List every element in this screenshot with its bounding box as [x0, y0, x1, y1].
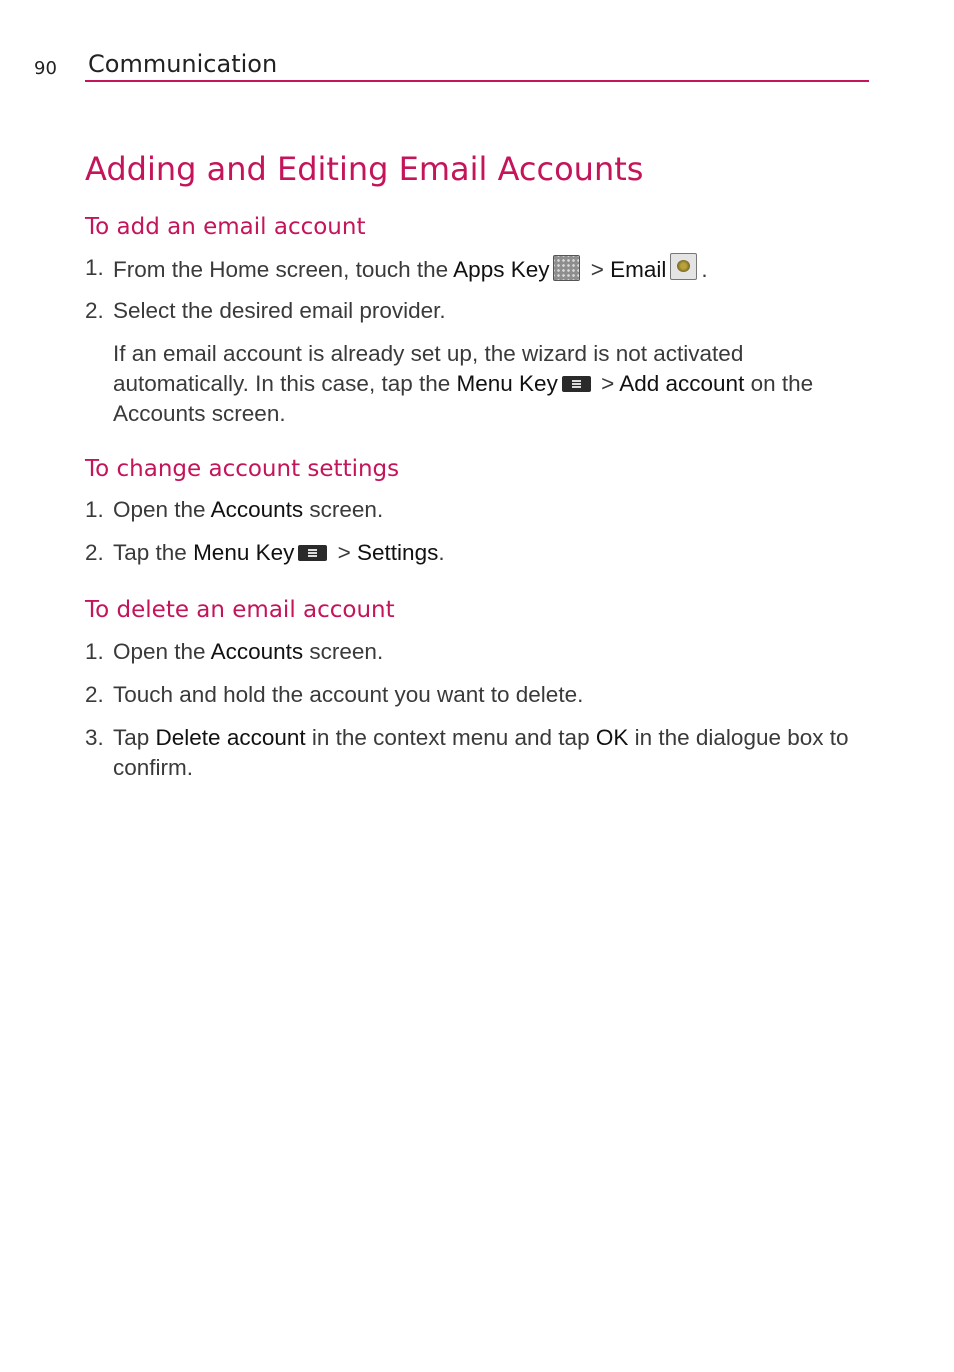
delete-account-heading: To delete an email account: [85, 597, 395, 623]
step-text: in the dialogue box to confirm.: [113, 725, 849, 780]
menu-key-label: Menu Key: [456, 371, 558, 396]
note-text: If an email account is already set up, the wizard is not activated automatically. In this case, tap the: [113, 341, 744, 396]
add-step-1: [85, 253, 865, 285]
menu-key-icon: [562, 376, 591, 392]
add-account-label: Add account: [619, 371, 745, 396]
step-text: From the Home screen, touch the: [113, 257, 454, 282]
delete-step-2: [85, 680, 865, 710]
step-number: 1.: [85, 497, 104, 522]
menu-key-icon: [298, 545, 327, 561]
add-step-2: [85, 296, 865, 326]
change-step-2: [85, 538, 865, 568]
email-app-icon: [670, 253, 697, 280]
step-number: 1.: [85, 639, 104, 664]
ok-label: OK: [595, 725, 629, 750]
settings-label: Settings: [357, 540, 439, 565]
note-text: on the Accounts screen.: [113, 371, 814, 426]
step-number: 1.: [85, 255, 104, 280]
accounts-label: Accounts: [210, 639, 304, 664]
step-text: Open the: [113, 497, 211, 522]
step-text: Tap: [113, 725, 156, 750]
change-settings-heading: To change account settings: [85, 456, 400, 482]
add-note: [113, 339, 865, 429]
note-text: >: [594, 371, 620, 396]
step-text: .: [701, 257, 708, 282]
step-number: 3.: [85, 725, 104, 750]
step-number: 2.: [85, 540, 104, 565]
change-step-1: [85, 495, 865, 525]
delete-account-label: Delete account: [155, 725, 306, 750]
step-text: in the context menu and tap: [305, 725, 596, 750]
apps-grid-icon: [553, 255, 580, 281]
page-title: Adding and Editing Email Accounts: [85, 150, 644, 188]
delete-step-1: [85, 637, 865, 667]
step-text: .: [438, 540, 445, 565]
header-rule: [85, 80, 869, 82]
section-name: Communication: [88, 50, 278, 78]
add-account-heading: To add an email account: [85, 214, 366, 240]
step-text: >: [584, 257, 611, 282]
step-text: Tap the: [113, 540, 194, 565]
step-number: 2.: [85, 298, 104, 323]
step-text: Select the desired email provider.: [113, 298, 446, 323]
step-number: 2.: [85, 682, 104, 707]
delete-step-3: [85, 723, 865, 783]
menu-key-label: Menu Key: [193, 540, 295, 565]
step-text: >: [331, 540, 358, 565]
page-header: [0, 0, 954, 90]
step-text: Open the: [113, 639, 211, 664]
email-label: Email: [610, 257, 667, 282]
apps-key-label: Apps Key: [453, 257, 550, 282]
step-text: screen.: [303, 497, 384, 522]
accounts-label: Accounts: [210, 497, 304, 522]
step-text: Touch and hold the account you want to delete.: [113, 682, 584, 707]
page-number: 90: [34, 58, 57, 79]
step-text: screen.: [303, 639, 384, 664]
